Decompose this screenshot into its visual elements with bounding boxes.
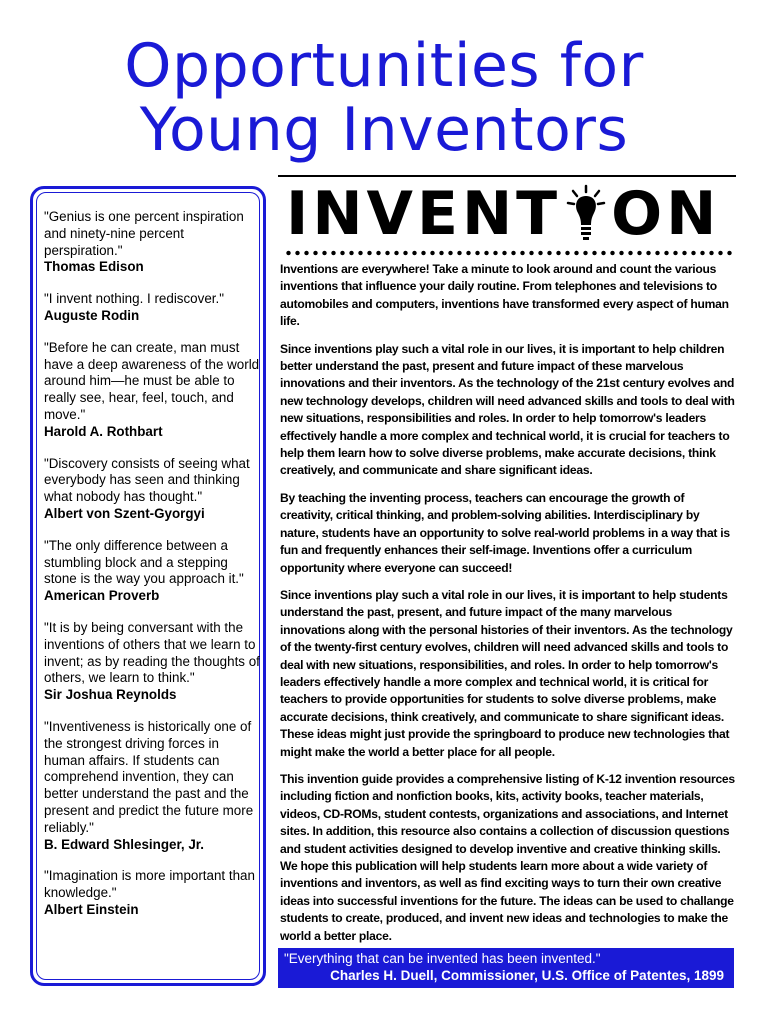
page-title-line-1: Opportunities for (124, 31, 644, 101)
quote-text: "Genius is one percent inspiration and ninety-nine percent perspiration." (44, 209, 244, 258)
quote-item (44, 209, 262, 276)
quote-item (44, 538, 262, 605)
banner-text-left: INVENT (286, 179, 562, 249)
quote-text: "I invent nothing. I rediscover." (44, 291, 224, 307)
quote-item (44, 340, 262, 441)
quote-text: "It is by being conversant with the inventions of others that we learn to invent; as by reading the thoughts of others, we learn to think." (44, 619, 260, 686)
article-body (280, 261, 736, 955)
quote-item (44, 719, 262, 853)
quote-item (44, 868, 262, 918)
quote-author: Auguste Rodin (44, 307, 140, 323)
quote-author: Albert von Szent-Gyorgyi (44, 505, 205, 521)
quote-sidebar (44, 209, 262, 934)
quote-author: American Proverb (44, 588, 160, 604)
page-title-line-2: Young Inventors (139, 95, 629, 165)
article-paragraph: Since inventions play such a vital role in our lives, it is important to help students understand the past, present, and future impact of the many marvelous innovations along with the personal histories of their inventors. As the technology of the twenty-first century evolves, children will need advanced skills and tools to deal with new situations, responsibilities, and roles. In order to help tomorrow's leaders effectively handle a more complex and technical world, it is critical for teachers to provide opportunities for students to solve diverse problems, make accurate decisions, think creatively, and communicate to share significant ideas. These ideas might just provide the springboard to produce new technologies that might make the world a better place for all people. (280, 587, 733, 759)
quote-text: "The only difference between a stumbling block and a stepping stone is the way you approach it." (44, 537, 244, 587)
quote-item (44, 456, 262, 523)
quote-author: Harold A. Rothbart (44, 423, 163, 439)
banner-text-right: ON (611, 179, 721, 249)
invention-banner (286, 179, 721, 249)
quote-item (44, 620, 262, 704)
article-paragraph: This invention guide provides a comprehensive listing of K-12 invention resources including fiction and nonfiction books, kits, activity books, teacher materials, videos, CD-ROMs, student contests, organizations and associations, and Internet sites. In addition, this resource also contains a collection of discussion questions and student activities designed to develop inventive and creative thinking skills. We hope this publication will help students learn more about a wide variety of inventions and inventors, as well as find exciting ways to turn their own creative ideas into successful inventions for the future. The ideas can be used to challange students to create, produced, and invent new ideas and technologies to make the world a better place. (280, 771, 735, 943)
light-bulb-icon (565, 182, 607, 242)
quote-text: "Discovery consists of seeing what everybody has seen and thinking what nobody has thought." (44, 455, 250, 505)
quote-author: Sir Joshua Reynolds (44, 687, 177, 703)
quote-text: "Inventiveness is historically one of the strongest driving forces in human affairs. If students can comprehend invention, they can better understand the past and the present and predict the future more reliably." (44, 718, 254, 835)
quote-text: "Imagination is more important than knowledge." (44, 868, 255, 901)
footer-quote-text: "Everything that can be invented has been invented." (284, 951, 601, 966)
quote-author: Albert Einstein (44, 901, 139, 917)
quote-item (44, 291, 262, 325)
dotted-divider (284, 250, 734, 256)
footer-quote-author: Charles H. Duell, Commissioner, U.S. Office of Patentes, 1899 (330, 968, 724, 983)
quote-author: Thomas Edison (44, 259, 144, 275)
quote-text: "Before he can create, man must have a deep awareness of the world around him—he must be able to really see, hear, feel, touch, and move." (44, 339, 260, 422)
footer-quote-bar (278, 948, 734, 988)
article-paragraph: Since inventions play such a vital role in our lives, it is important to help children better understand the past, present and future impact of these marvelous innovations and their inventors. As the technology of the 21st century evolves and new technology develops, children will need advanced skills and tools to deal with new situations, responsibilities and roles. In order to help tomorrow's leaders effectively handle a more complex and technical world, it is crucial for teachers to help them learn how to solve diverse problems, make accurate decisions, think creatively, and communicate and share significant ideas. (280, 341, 735, 478)
page-title (0, 31, 768, 165)
top-divider (278, 175, 736, 177)
quote-author: B. Edward Shlesinger, Jr. (44, 836, 205, 852)
article-paragraph: Inventions are everywhere! Take a minute to look around and count the various inventions that influence your daily routine. From telephones and televisions to automobiles and computers, inventions have transformed every aspect of human life. (280, 262, 729, 329)
article-paragraph: By teaching the inventing process, teachers can encourage the growth of creativity, critical thinking, and problem-solving abilities. Interdisciplinary by nature, students have an opportunity to solve real-world problems in a way that is fun and frequently enhances their self-image. Inventions offer a curriculum opportunity where everyone can succeed! (280, 490, 730, 575)
